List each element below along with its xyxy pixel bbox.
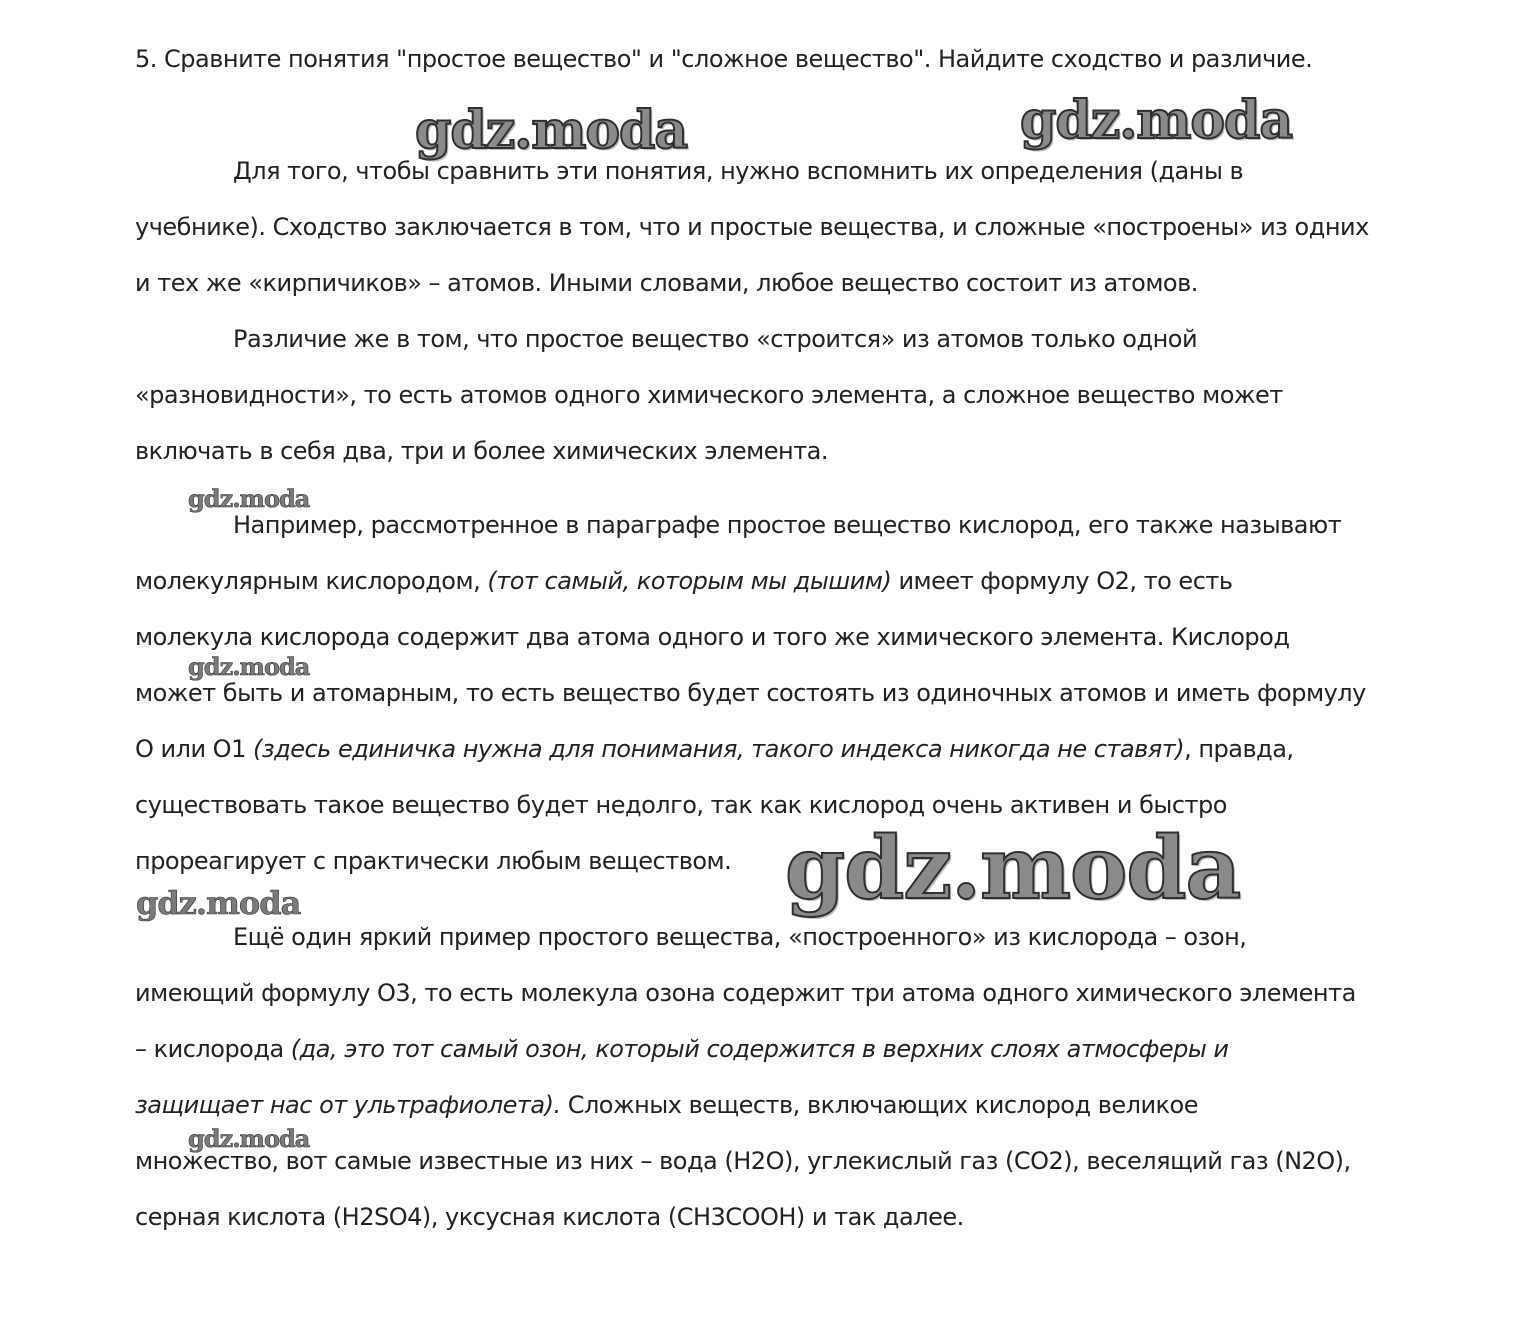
p3-line5 (135, 734, 1294, 764)
p3-line2-italic: (тот самый, которым мы дышим) (487, 567, 892, 595)
p3-line7: прореагирует с практически любым веществом. (135, 847, 732, 875)
p3-line1: Например, рассмотренное в параграфе простое вещество кислород, его также называют (233, 511, 1342, 539)
p3-line5-italic: (здесь единичка нужна для понимания, такого индекса никогда не ставят) (252, 735, 1185, 763)
p3-line2-a: молекулярным кислородом, (135, 567, 488, 595)
p4-line4-b: Сложных веществ, включающих кислород великое (560, 1091, 1198, 1119)
p3-line3: молекула кислорода содержит два атома одного и того же химического элемента. Кислород (135, 623, 1290, 651)
p3-line6: существовать такое вещество будет недолго, так как кислород очень активен и быстро (135, 791, 1227, 819)
p4-line5: множество, вот самые известные из них – вода (Н2О), углекислый газ (СО2), веселящий газ (N2O), (135, 1147, 1351, 1175)
p4-line6: серная кислота (H2SO4), уксусная кислота (CH3COOH) и так далее. (135, 1203, 964, 1231)
p2-line2: «разновидности», то есть атомов одного химического элемента, а сложное вещество может (135, 381, 1283, 409)
watermark-4: gdz.moda (188, 652, 310, 681)
watermark-3: gdz.moda (188, 484, 310, 513)
p4-line4 (135, 1090, 1198, 1120)
p4-line3-italic: (да, это тот самый озон, который содержится в верхних слоях атмосферы и (290, 1035, 1229, 1063)
watermark-5: gdz.moda (785, 818, 1241, 919)
p3-line5-a: О или О1 (135, 735, 253, 763)
p3-line2-b: имеет формулу О2, то есть (891, 567, 1233, 595)
p4-line3-a: – кислорода (135, 1035, 291, 1063)
p2-line1: Различие же в том, что простое вещество «строится» из атомов только одной (233, 325, 1198, 353)
p1-line1: Для того, чтобы сравнить эти понятия, нужно вспомнить их определения (даны в (233, 157, 1244, 185)
watermark-7: gdz.moda (188, 1124, 310, 1153)
p4-line3 (135, 1034, 1229, 1064)
watermark-2: gdz.moda (1020, 90, 1293, 151)
p4-line1: Ещё один яркий пример простого вещества, «построенного» из кислорода – озон, (233, 923, 1247, 951)
p3-line2 (135, 566, 1233, 596)
question-title: 5. Сравните понятия "простое вещество" и "сложное вещество". Найдите сходство и различие. (135, 45, 1313, 73)
p1-line3: и тех же «кирпичиков» – атомов. Иными словами, любое вещество состоит из атомов. (135, 269, 1198, 297)
p3-line4: может быть и атомарным, то есть вещество будет состоять из одиночных атомов и иметь формулу (135, 679, 1366, 707)
watermark-1: gdz.moda (415, 100, 688, 161)
p2-line3: включать в себя два, три и более химических элемента. (135, 437, 829, 465)
p4-line4-italic: защищает нас от ультрафиолета). (135, 1091, 561, 1119)
p3-line5-b: , правда, (1184, 735, 1294, 763)
p4-line2: имеющий формулу О3, то есть молекула озона содержит три атома одного химического элемента (135, 979, 1356, 1007)
p1-line2: учебнике). Сходство заключается в том, что и простые вещества, и сложные «построены» из одних (135, 213, 1369, 241)
watermark-6: gdz.moda (136, 884, 301, 922)
